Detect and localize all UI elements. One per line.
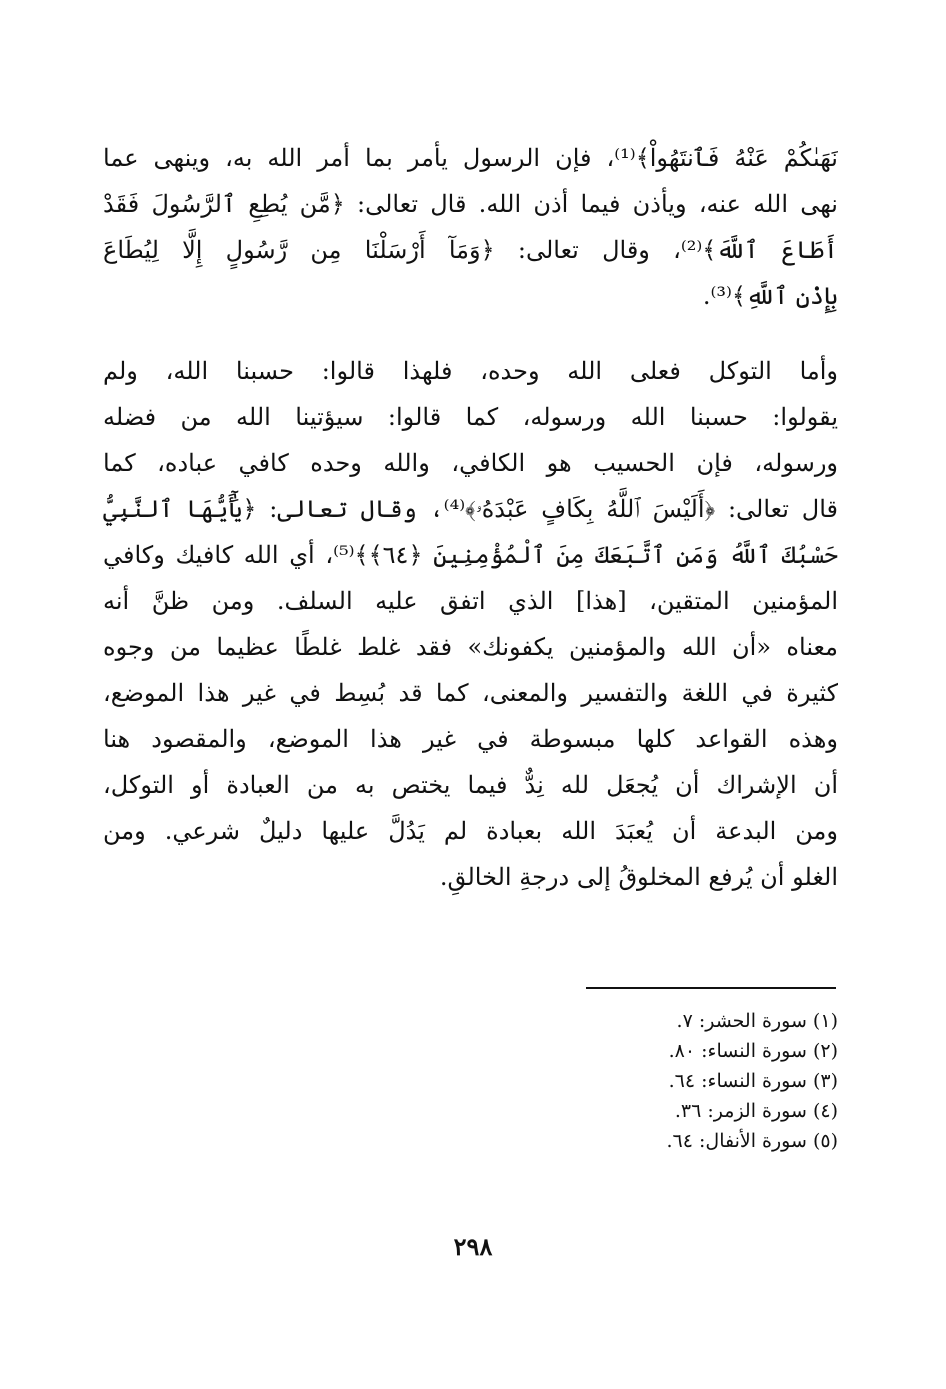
footnote-item: (٥) سورة الأنفال: ٦٤.	[666, 1130, 838, 1152]
page-number: ٢٩٨	[453, 1232, 493, 1261]
text-line: كثيرة في اللغة والتفسير والمعنى، كما قد بُسِط في غير هذا الموضع،	[103, 679, 838, 707]
text-line: ومن البدعة أن يُعبَدَ الله بعبادة لم يَدُلَّ عليها دليلٌ شرعي. ومن	[103, 817, 838, 845]
text-line: حَسْبُكَ ٱللَّهُ وَمَنِ ٱتَّبَعَكَ مِنَ ٱلْمُؤْمِنِينَ ﴿٦٤﴾﴾⁽⁵⁾، أي الله كافيك وكافي	[103, 541, 838, 569]
text-line: بِإِذْنِ ٱللَّهِ﴾⁽³⁾.	[702, 282, 838, 310]
footnote-item: (٤) سورة الزمر: ٣٦.	[674, 1100, 838, 1122]
paragraph-1	[103, 135, 838, 319]
text-line: أن الإشراك أن يُجعَل لله نِدٌّ فيما يختص به من العبادة أو التوكل،	[103, 771, 838, 799]
text-line: نهى الله عنه، ويأذن فيما أذن الله. قال تعالى: ﴿مَّن يُطِعِ ٱلرَّسُولَ فَقَدْ	[103, 190, 838, 218]
text-line: وهذه القواعد كلها مبسوطة في غير هذا الموضع، والمقصود هنا	[103, 725, 838, 753]
text-line: المؤمنين المتقين، [هذا] الذي اتفق عليه السلف. ومن ظنَّ أنه	[103, 587, 838, 615]
footnotes	[540, 1006, 838, 1156]
footnote-item: (٣) سورة النساء: ٦٤.	[668, 1070, 838, 1092]
footnote-divider	[586, 987, 836, 989]
text-line: قال تعالى: ﴿أَلَيْسَ ٱللَّهُ بِكَافٍ عَبْدَهُۥ﴾⁽⁴⁾، وقال تعالى: ﴿يَٰٓأَيُّهَا ٱلنَّبِيُّ	[103, 495, 838, 523]
text-line: ورسوله، فإن الحسيب هو الكافي، والله وحده كافي عباده، كما	[103, 449, 838, 477]
text-line: معناه «أن الله والمؤمنين يكفونك» فقد غلط غلطًا عظيما من وجوه	[103, 633, 838, 661]
text-line: الغلو أن يُرفع المخلوقُ إلى درجةِ الخالقِ.	[439, 863, 838, 891]
footnote-item: (٢) سورة النساء: ٨٠.	[668, 1040, 838, 1062]
text-line: أَطَاعَ ٱللَّهَ﴾⁽²⁾، وقال تعالى: ﴿وَمَآ أَرْسَلْنَا مِن رَّسُولٍ إِلَّا لِيُطَاعَ	[103, 236, 838, 264]
text-line: وأما التوكل فعلى الله وحده، فلهذا قالوا: حسبنا الله، ولم	[103, 357, 838, 385]
footnote-item: (١) سورة الحشر: ٧.	[676, 1010, 838, 1032]
text-line: يقولوا: حسبنا الله ورسوله، كما قالوا: سيؤتينا الله من فضله	[103, 403, 838, 431]
text-line: نَهَىٰكُمْ عَنْهُ فَٱنتَهُواْ﴾⁽¹⁾، فإن الرسول يأمر بما أمر الله به، وينهى عما	[103, 144, 838, 172]
paragraph-2	[103, 348, 838, 900]
